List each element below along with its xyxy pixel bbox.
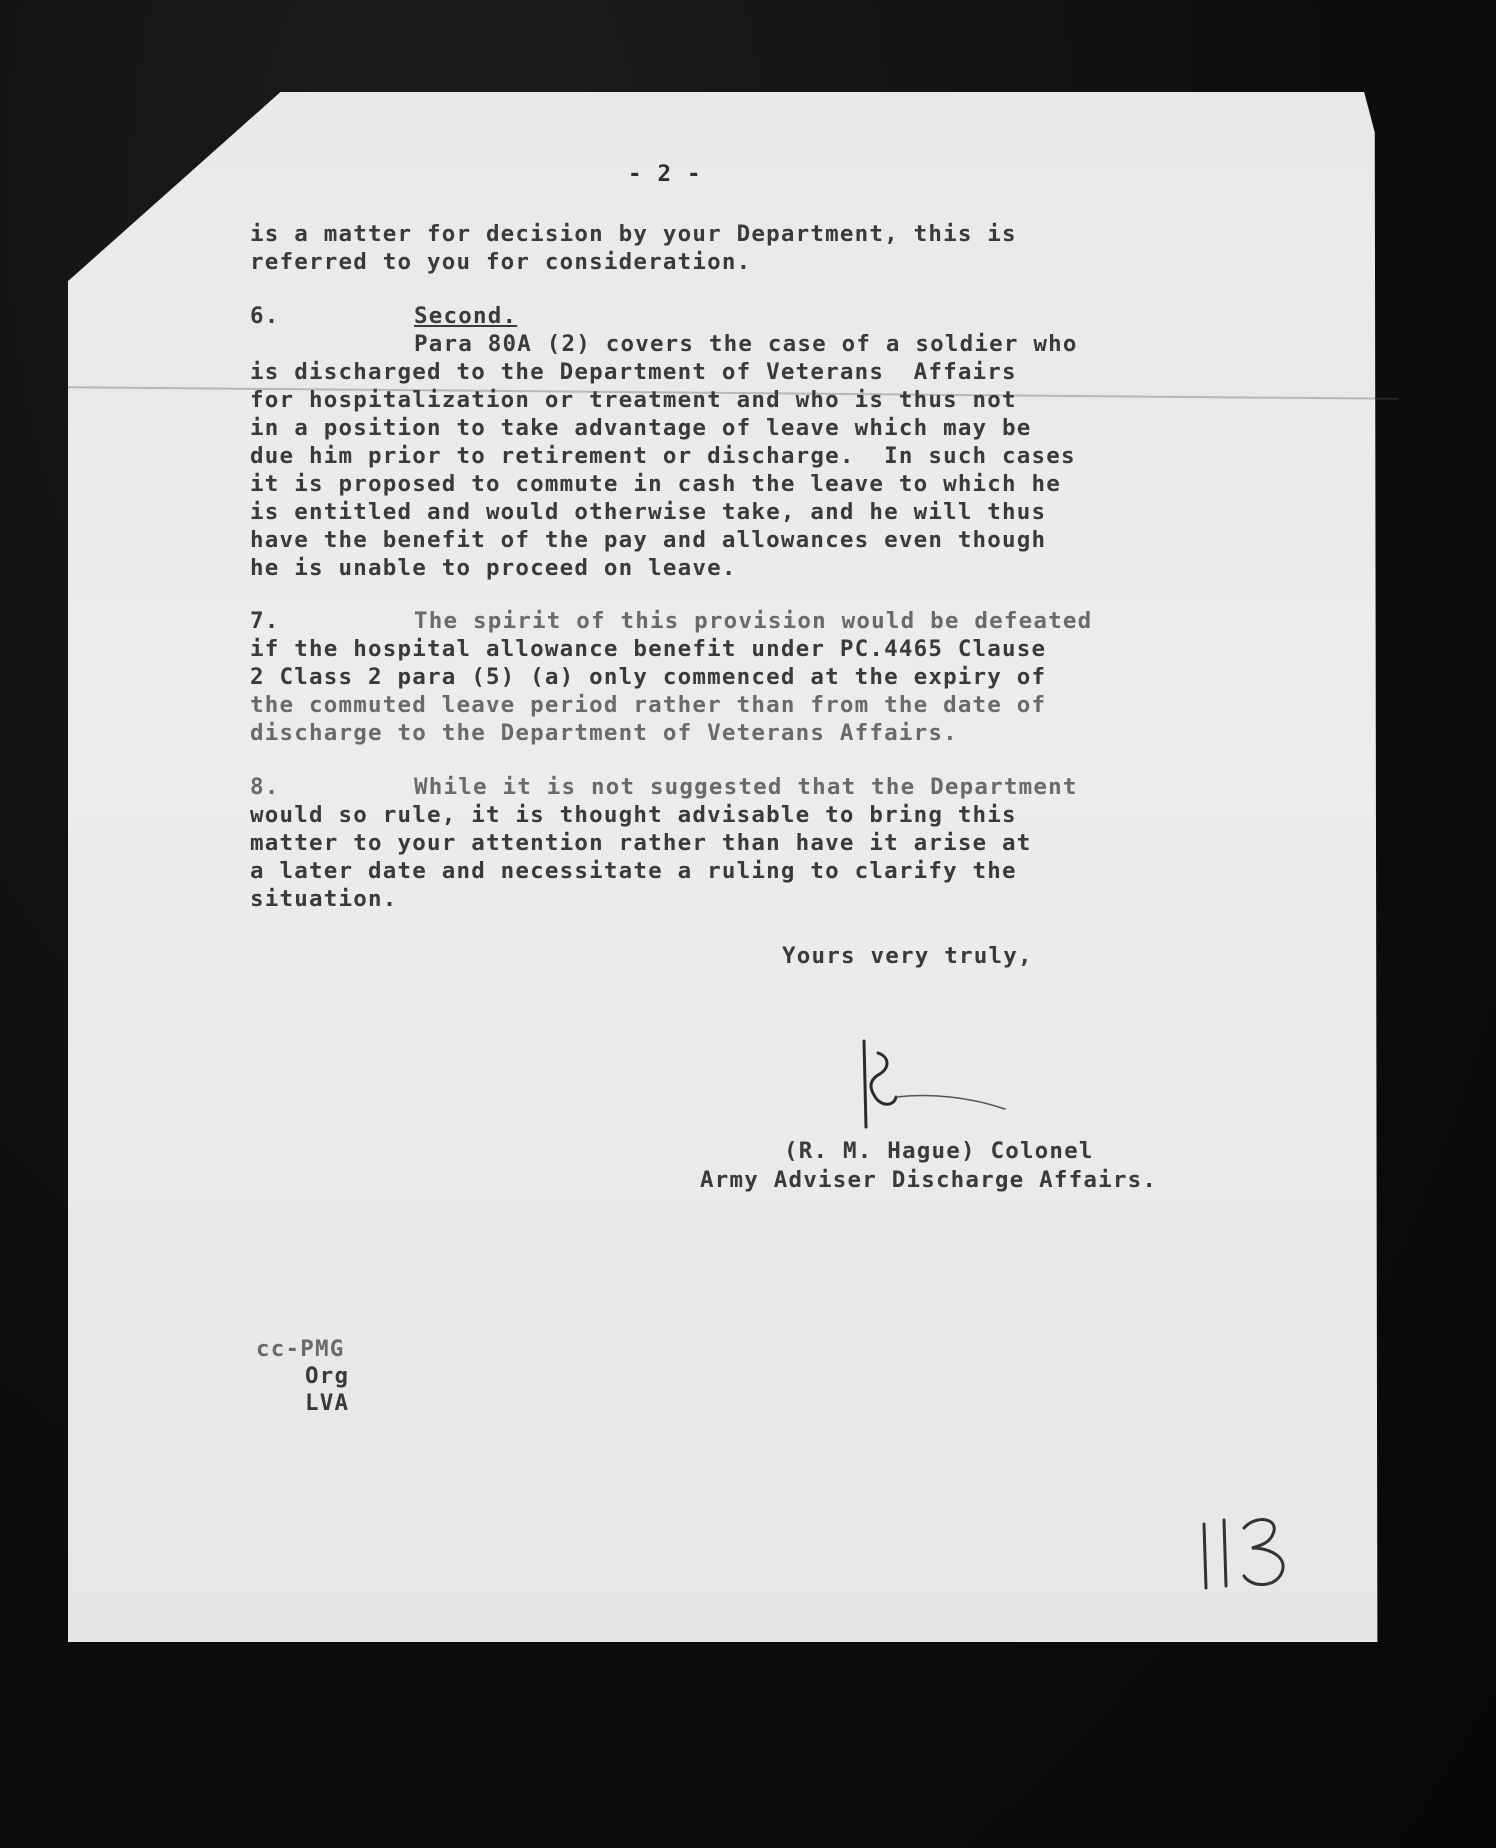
continuation-line-2: referred to you for consideration. [250, 249, 752, 275]
para6-line-3: for hospitalization or treatment and who is thus not [250, 387, 1017, 413]
para6-heading: Second. [414, 303, 518, 329]
para8-line-1: While it is not suggested that the Department [414, 774, 1078, 800]
para6-line-7: is entitled and would otherwise take, and he will thus [250, 499, 1047, 525]
handwritten-signature [820, 1035, 1010, 1135]
para7-line-5: discharge to the Department of Veterans Affairs. [250, 720, 958, 746]
cc-line-1: cc-PMG [256, 1336, 345, 1362]
para6-line-5: due him prior to retirement or discharge. In such cases [250, 443, 1076, 469]
handwritten-folio-number [1190, 1510, 1300, 1600]
closing: Yours very truly, [782, 943, 1033, 969]
para8-line-5: situation. [250, 886, 398, 912]
para7-line-2: if the hospital allowance benefit under PC.4465 Clause [250, 636, 1047, 662]
signatory-name: (R. M. Hague) Colonel [784, 1138, 1094, 1164]
cc-line-3: LVA [305, 1390, 350, 1416]
para6-line-8: have the benefit of the pay and allowances even though [250, 527, 1047, 553]
para7-line-3: 2 Class 2 para (5) (a) only commenced at the expiry of [250, 664, 1047, 690]
para7-line-1: The spirit of this provision would be defeated [414, 608, 1093, 634]
para8-number: 8. [250, 774, 280, 800]
continuation-line-1: is a matter for decision by your Department, this is [250, 221, 1017, 247]
para6-line-1: Para 80A (2) covers the case of a soldier who [414, 331, 1078, 357]
para6-number: 6. [250, 303, 280, 329]
para6-line-6: it is proposed to commute in cash the leave to which he [250, 471, 1062, 497]
cc-line-2: Org [305, 1363, 350, 1389]
para8-line-4: a later date and necessitate a ruling to clarify the [250, 858, 1017, 884]
para6-line-9: he is unable to proceed on leave. [250, 555, 737, 581]
signatory-title: Army Adviser Discharge Affairs. [700, 1167, 1158, 1193]
para6-line-4: in a position to take advantage of leave which may be [250, 415, 1032, 441]
para7-number: 7. [250, 608, 280, 634]
para8-line-3: matter to your attention rather than have it arise at [250, 830, 1032, 856]
para6-line-2: is discharged to the Department of Veterans Affairs [250, 359, 1017, 385]
para8-line-2: would so rule, it is thought advisable to bring this [250, 802, 1017, 828]
para7-line-4: the commuted leave period rather than from the date of [250, 692, 1047, 718]
page-number: - 2 - [628, 161, 702, 187]
